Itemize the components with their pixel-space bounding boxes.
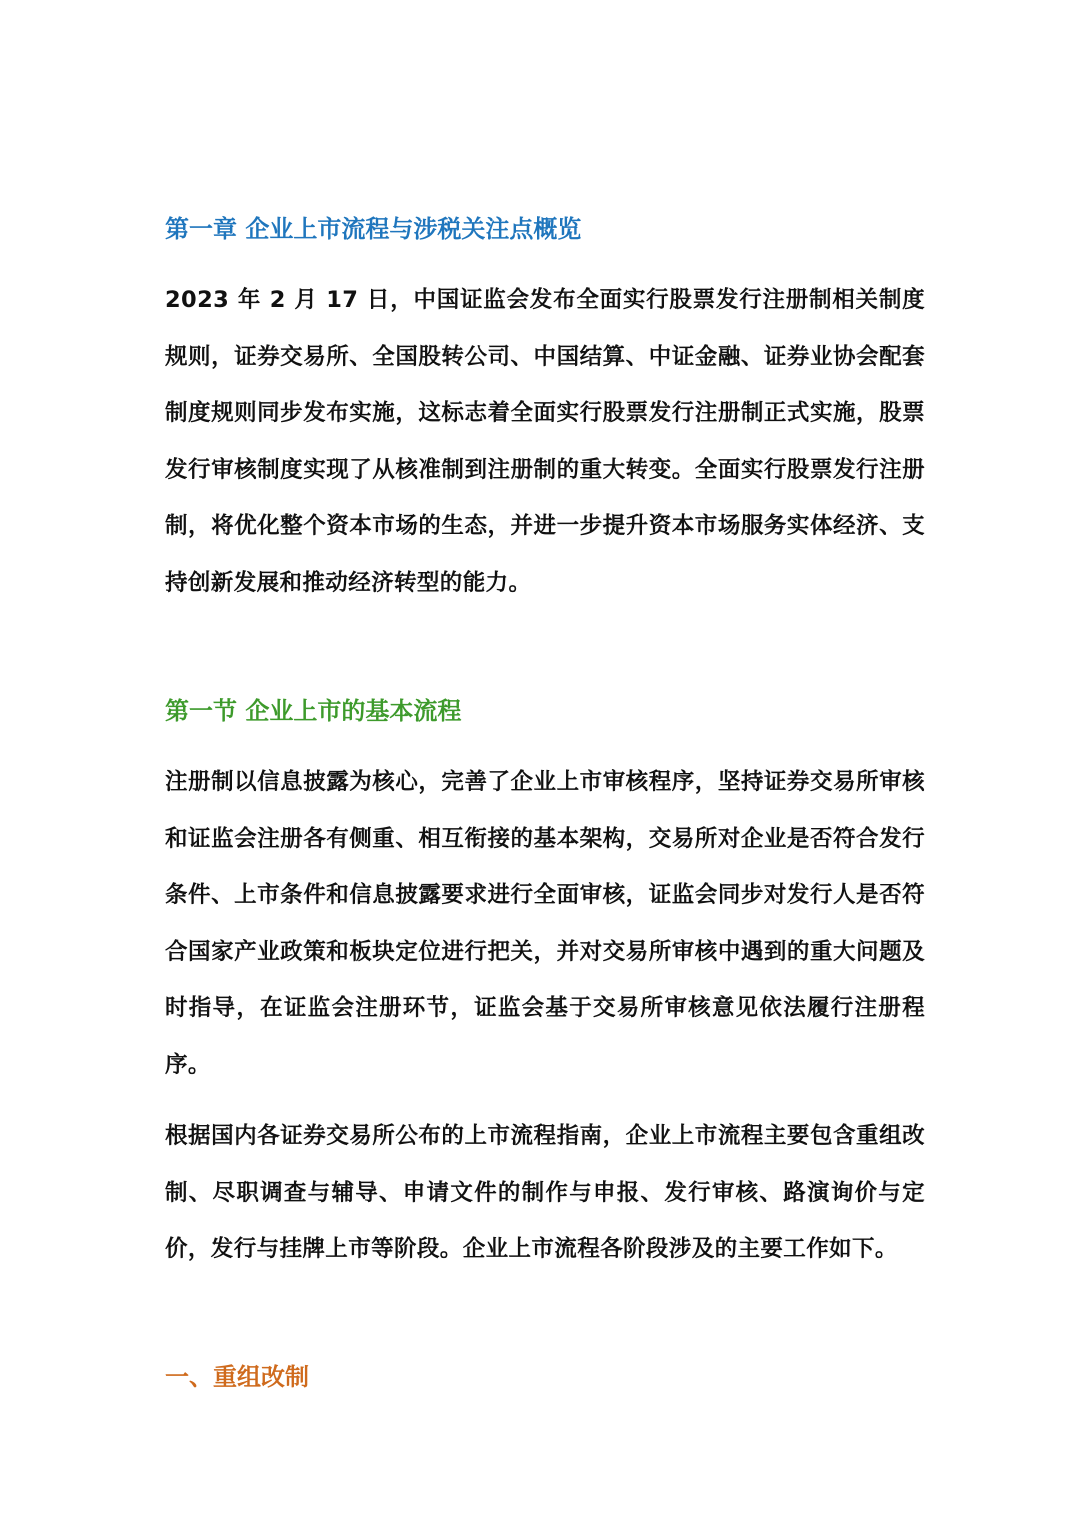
chapter-heading: 第一章 企业上市流程与涉税关注点概览	[165, 215, 582, 243]
intro-paragraph: 2023 年 2 月 17 日，中国证监会发布全面实行股票发行注册制相关制度规则，证券交易所、全国股转公司、中国结算、中证金融、证券业协会配套制度规则同步发布实施，这标志着全面实行股票发行注册制正式实施，股票发行审核制度实现了从核准制到注册制的重大转变。全面实行股票发行注册制，将优化整个资本市场的生态，并进一步提升资本市场服务实体经济、支持创新发展和推动经济转型的能力。	[165, 287, 925, 596]
section-paragraph-1: 注册制以信息披露为核心，完善了企业上市审核程序，坚持证券交易所审核和证监会注册各有侧重、相互衔接的基本架构，交易所对企业是否符合发行条件、上市条件和信息披露要求进行全面审核，证监会同步对发行人是否符合国家产业政策和板块定位进行把关，并对交易所审核中遇到的重大问题及时指导，在证监会注册环节，证监会基于交易所审核意见依法履行注册程序。	[165, 769, 925, 1078]
section-heading: 第一节 企业上市的基本流程	[165, 697, 462, 725]
subsection-heading: 一、重组改制	[165, 1363, 309, 1391]
section-paragraph-2: 根据国内各证券交易所公布的上市流程指南，企业上市流程主要包含重组改制、尽职调查与辅导、申请文件的制作与申报、发行审核、路演询价与定价，发行与挂牌上市等阶段。企业上市流程各阶段涉及的主要工作如下。	[165, 1123, 925, 1262]
